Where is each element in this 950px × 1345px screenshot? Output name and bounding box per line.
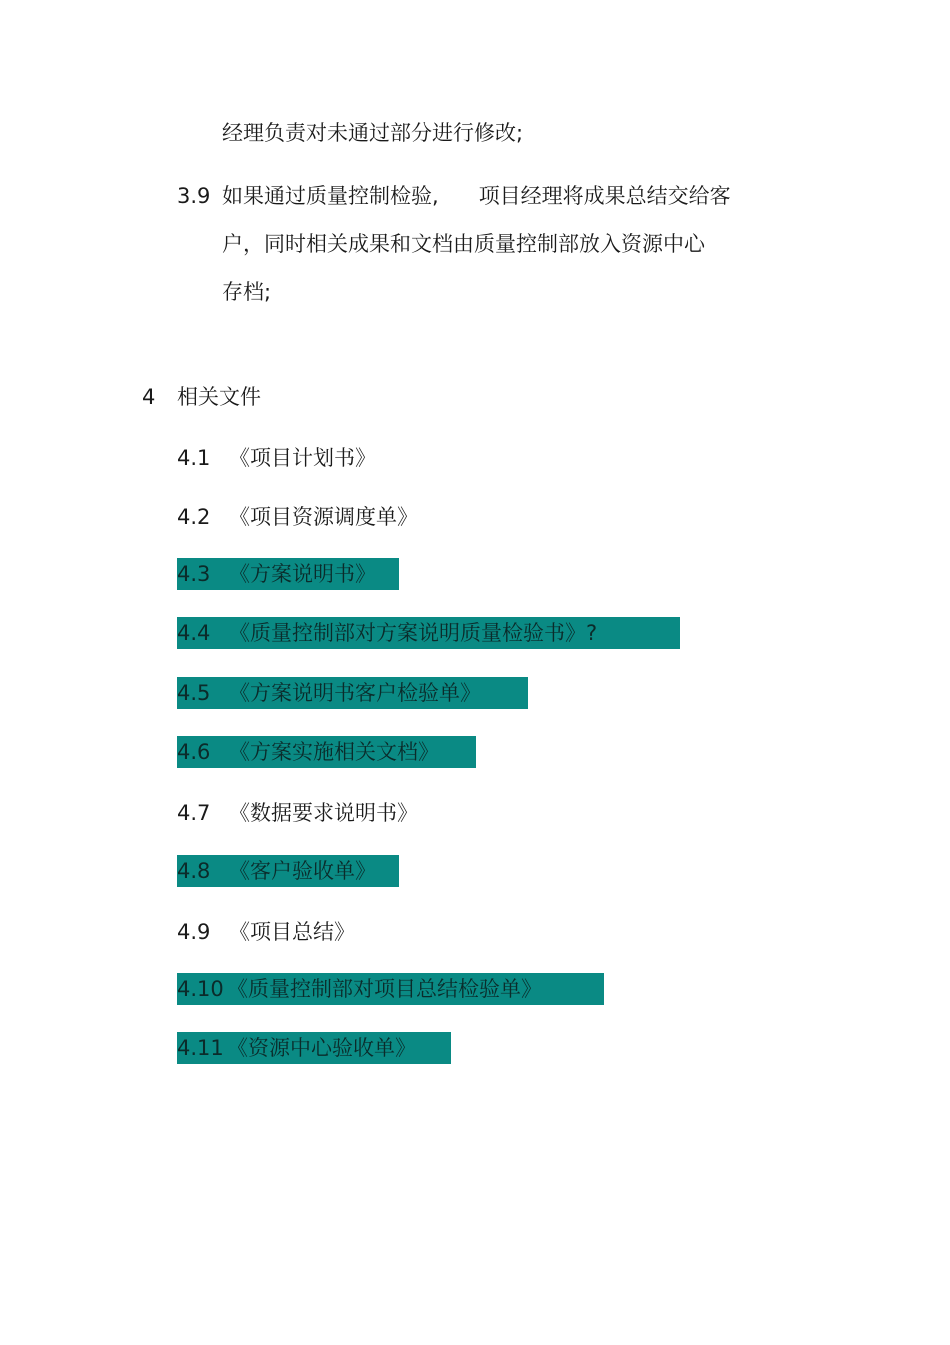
ref-item-4-8: [177, 855, 399, 887]
ref-title: 《质量控制部对项目总结检验单》: [227, 977, 542, 1001]
ref-item-4-5: [177, 677, 528, 709]
ref-item-4-7: [177, 797, 424, 829]
ref-title: 《数据要求说明书》: [229, 801, 418, 825]
item-3-9-line-3: 存档;: [222, 280, 272, 304]
ref-title: 《项目计划书》: [229, 446, 376, 470]
ref-number: 4.10: [177, 977, 224, 1001]
item-number-3-9: 3.9: [177, 184, 211, 208]
ref-item-4-4: [177, 617, 680, 649]
ref-number: 4.9: [177, 920, 211, 944]
ref-number: 4.11: [177, 1036, 224, 1060]
ref-number: 4.3: [177, 562, 211, 586]
item-3-9-line-1: [222, 180, 731, 212]
ref-number: 4.5: [177, 681, 211, 705]
ref-title: 《方案实施相关文档》: [229, 740, 439, 764]
ref-item-4-10: [177, 973, 604, 1005]
ref-title: 《方案说明书客户检验单》: [229, 681, 481, 705]
ref-number: 4.1: [177, 446, 211, 470]
ref-item-4-6: [177, 736, 476, 768]
ref-item-4-1: [177, 442, 382, 474]
ref-number: 4.6: [177, 740, 211, 764]
ref-title: 《质量控制部对方案说明质量检验书》?: [229, 621, 598, 645]
ref-title: 《项目总结》: [229, 920, 355, 944]
ref-item-4-11: [177, 1032, 451, 1064]
paragraph-continuation: 经理负责对未通过部分进行修改;: [222, 121, 524, 145]
section-4-title: 相关文件: [177, 385, 261, 409]
ref-number: 4.2: [177, 505, 211, 529]
ref-title: 《客户验收单》: [229, 859, 376, 883]
ref-title: 《资源中心验收单》: [227, 1036, 416, 1060]
ref-number: 4.4: [177, 621, 211, 645]
ref-title: 《项目资源调度单》: [229, 505, 418, 529]
ref-item-4-9: [177, 916, 361, 948]
ref-number: 4.7: [177, 801, 211, 825]
ref-title: 《方案说明书》: [229, 562, 376, 586]
item-3-9-line-1-part-2: 项目经理将成果总结交给客: [478, 184, 731, 208]
section-4-number: 4: [142, 385, 156, 409]
item-3-9-line-1-part-1: 如果通过质量控制检验,: [222, 184, 439, 208]
item-3-9-line-2: 户，同时相关成果和文档由质量控制部放入资源中心: [222, 232, 705, 256]
ref-item-4-2: [177, 501, 424, 533]
ref-item-4-3: [177, 558, 399, 590]
ref-number: 4.8: [177, 859, 211, 883]
